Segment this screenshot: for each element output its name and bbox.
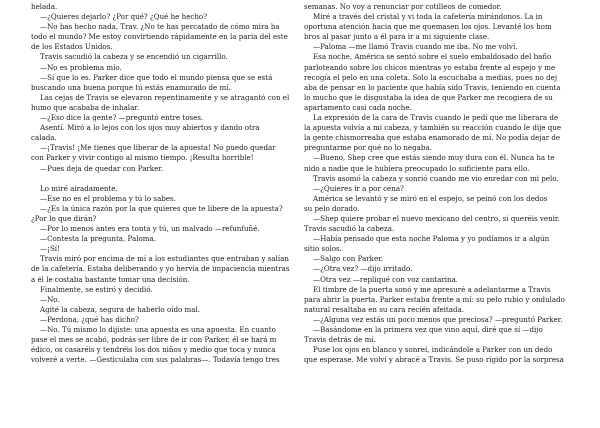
text-line: —¿Quieres ir a por cena?: [313, 183, 404, 193]
text-line: —Contesta la pregunta, Paloma.: [40, 234, 156, 244]
text-line: El timbre de la puerta sonó y me apresuré a adelantarme a Travis: [313, 284, 551, 294]
text-line: —Otra vez —repliqué con voz cantarina.: [313, 274, 459, 284]
text-line: semanas. No voy a renunciar por cotilleos de comedor.: [304, 2, 502, 11]
text-line: —Ese no es el problema y tú lo sabes.: [40, 193, 176, 203]
text-line: Travis detrás de mí.: [304, 335, 376, 345]
text-line: para abrir la puerta. Parker estaba frente a mí: su pelo rubio y ondulado: [304, 294, 565, 304]
text-line: édico, os casaréis y tendréis los dos niños y medio que toca y nunca: [31, 345, 276, 355]
text-line: calada.: [31, 133, 57, 143]
text-line: ¿Por lo que dirán?: [31, 213, 97, 223]
text-line: [31, 174, 301, 184]
text-line: humo que acababa de inhalar.: [31, 102, 140, 112]
text-line: bros al pasar junto a él para ir a mi siguiente clase.: [304, 32, 490, 42]
text-line: —¿Quieres dejarlo? ¿Por qué? ¿Qué he hecho?: [40, 12, 208, 22]
text-line: Las cejas de Travis se elevaron repentinamente y se atragantó con el: [40, 92, 290, 102]
text-line: —Shep quiere probar el nuevo mexicano del centro, si queréis venir.: [313, 213, 560, 223]
text-line: La expresión de la cara de Travis cuando le pedí que me liberara de: [313, 113, 559, 123]
text-line: —Paloma —me llamó Travis cuando me iba. No me volví.: [313, 42, 518, 52]
text-line: volveré a verte. —Gesticulaba con sus palabras—. Todavía tengo tres: [31, 355, 280, 365]
text-line: aba de pensar en lo paciente que había sido Travis, teniendo en cuenta: [304, 82, 561, 92]
text-line: —No has hecho nada, Trav. ¿No te has percatado de cómo mira ba: [40, 22, 280, 32]
text-line: América se levantó y se miró en el espejo, se peinó con los dedos: [313, 193, 548, 203]
text-line: de los Estados Unidos.: [31, 42, 113, 52]
text-line: Travis miró por encima de mí a los estudiantes que entraban y salían: [40, 254, 289, 264]
text-line: la gente chismorreaba que estaba enamorado de mí. No podía dejar de: [304, 133, 561, 143]
text-line: —Había pensado que esta noche Paloma y yo podíamos ir a algún: [313, 234, 550, 244]
text-line: la apuesta volvía a mi cabeza, y también su reacción cuando le dije que: [304, 123, 562, 133]
text-line: lo mucho que le disgustaba la idea de que Parker me recogiera de su: [304, 92, 553, 102]
text-line: Agité la cabeza, segura de haberlo oído mal.: [40, 304, 201, 314]
text-line: buscando una buena porque tú estás enamorado de mí.: [31, 82, 231, 92]
text-line: —¿Es la única razón por la que quieres que te libere de la apuesta?: [40, 203, 283, 213]
text-line: —No. Tú mismo lo dijiste: una apuesta es una apuesta. En cuanto: [40, 325, 276, 334]
text-line: —¡Sí!: [40, 244, 60, 254]
text-line: Esa noche, América se sentó sobre el suelo embaldosado del baño: [313, 52, 552, 62]
text-line: —Bueno, Shep cree que estás siendo muy dura con él. Nunca ha te: [313, 153, 555, 163]
text-line: natural resaltaba en su cara recién afeitada.: [304, 304, 465, 314]
left-page-text: [31, 2, 301, 365]
text-line: de la cafetería. Estaba deliberando y yo hervía de impaciencia mientras: [31, 264, 290, 274]
text-line: —¿Otra vez? —dijo irritado.: [313, 264, 413, 274]
text-line: apartamento casi cada noche.: [304, 102, 412, 112]
text-line: —¿Eso dice la gente? —preguntó entre toses.: [40, 113, 204, 123]
text-line: —Basándome en la primera vez que vino aquí, diré que sí —dijo: [313, 325, 543, 334]
text-line: su pelo dorado.: [304, 203, 360, 213]
text-line: pase el mes se acabó, podrás ser libre de ir con Parker, él se hará m: [31, 335, 277, 345]
text-line: Finalmente, se estiró y decidió.: [40, 284, 153, 294]
text-line: Puse los ojos en blanco y sonreí, indicándole a Parker con un dedo: [313, 345, 553, 355]
text-line: —Por lo menos antes era tonta y tú, un malvado —refunfuñé.: [40, 224, 260, 234]
text-line: —¡Travis! ¡Me tienes que liberar de la apuesta! No puedo quedar: [40, 143, 276, 153]
text-line: —Salgo con Parker.: [313, 254, 384, 264]
right-page-text: [304, 2, 574, 365]
text-line: nido a nadie que le hubiera preocupado lo suficiente para ello.: [304, 163, 530, 173]
text-line: que esperase. Me volví y abracé a Travis. Se puso rígido por la sorpresa: [304, 355, 564, 365]
text-line: con Parker y vivir contigo al mismo tiempo. ¡Resulta horrible!: [31, 153, 254, 163]
text-line: Travis sacudió la cabeza y se encendió un cigarrillo.: [40, 52, 228, 62]
text-line: Lo miré airadamente.: [40, 183, 118, 193]
text-line: Miré a través del cristal y vi toda la cafetería mirándonos. La in: [313, 12, 543, 22]
text-line: —Sí que lo es. Parker dice que todo el mundo piensa que se está: [40, 72, 273, 82]
text-line: parloteando sobre los chicos mientras yo estaba frente al espejo y me: [304, 62, 556, 72]
text-line: todo el mundo? Me estoy convirtiendo rápidamente en la paria del este: [31, 32, 288, 42]
text-line: preguntarme por qué no lo negaba.: [304, 143, 432, 153]
text-line: —¿Alguna vez estás un poco menos que preciosa? —preguntó Parker.: [313, 314, 563, 324]
text-line: Travis asomó la cabeza y sonrió cuando me vio enredar con mi pelo.: [313, 173, 559, 183]
text-line: sitio solos.: [304, 244, 342, 254]
text-line: Travis sacudió la cabeza.: [304, 224, 395, 234]
text-line: —Perdona, ¿qué has dicho?: [40, 314, 139, 324]
text-line: helada.: [31, 2, 58, 11]
text-line: oportuna atención hacia que me quemasen los ojos. Levanté los hom: [304, 22, 552, 32]
text-line: recogía el pelo en una coleta. Solo la escuchaba a medias, pues no dej: [304, 72, 558, 82]
text-line: —No es problema mío.: [40, 62, 122, 72]
text-line: a él le costaba bastante tomar una decisión.: [31, 274, 190, 284]
text-line: —No.: [40, 294, 60, 304]
text-line: —Pues deja de quedar con Parker.: [40, 163, 164, 173]
text-line: Asentí. Miró a lo lejos con los ojos muy abiertos y dando otra: [40, 123, 260, 133]
